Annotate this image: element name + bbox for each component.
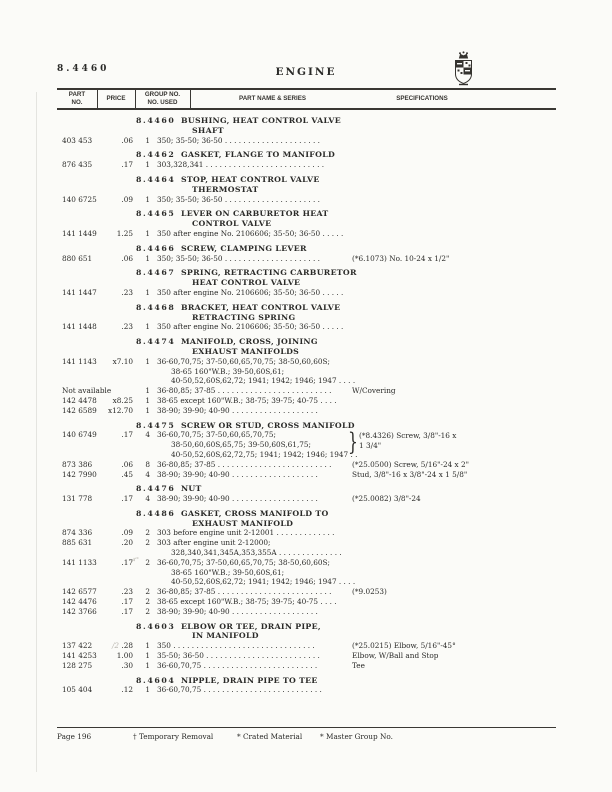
group-number: 8.4466 [136,243,176,253]
series-description: 36-80,85; 37-85 . . . . . . . . . . . . . . . . . . . . . . . . . [157,459,332,469]
part-number: 142 4478 [62,395,97,405]
specification: } (*8.4326) Screw, 3/8"-16 x 1 3/4" [348,428,457,457]
group-number: 8.4467 [136,268,176,278]
column-header-part-line2: NO. [71,98,83,106]
series-description: 350; 35-50; 36-50 . . . . . . . . . . . . . . . . . . . . . [157,253,320,263]
part-row [0,528,612,538]
part-number: 403 453 [62,135,93,145]
part-name-heading-cont: THERMOSTAT [192,184,259,194]
part-name-heading: ELBOW OR TEE, DRAIN PIPE, [181,621,321,631]
column-divider [135,88,136,108]
part-name-heading-cont: RETRACTING SPRING [192,312,296,322]
price: .17 [121,160,133,170]
parts-section [0,484,612,504]
price: .17 [121,430,133,440]
legend-master-group: * Master Group No. [320,732,393,741]
quantity-used: 1 [145,287,150,297]
part-name-heading: BUSHING, HEAT CONTROL VALVE [181,116,341,125]
price: .17 [121,597,133,607]
series-description: 350; 35-50; 36-50 . . . . . . . . . . . . . . . . . . . . . [157,135,320,145]
series-description: 303 after engine unit 2-12000; 328,340,341,345A,353,355A . . . . . . . . . . . . . . [157,538,342,558]
part-name-heading-cont: HEAT CONTROL VALVE [192,278,301,288]
parts-section [0,209,612,238]
legend-temporary-removal: † Temporary Removal [133,732,214,741]
series-description: 36-60,70,75; 37-50,60,65,70,75; 38-50,60,60S,65,75; 39-50,60S,61,75; 40-50,52,60S,62,72,75; 1941; 1942; 1946; 1947 . . [157,430,358,459]
section-heading [0,268,612,278]
parts-section [0,303,612,332]
group-number: 8.4476 [136,484,176,494]
quantity-used: 1 [145,405,150,415]
part-number: 137 422 [62,641,93,651]
quantity-used: 1 [145,395,150,405]
footer-rule [57,727,556,728]
section-heading [0,676,612,686]
price: .09 [121,194,133,204]
pencil-note: /2 [111,641,122,651]
parts-section [0,622,612,671]
price: .20 [121,538,133,548]
series-description: 36-60,70,75; 37-50,60,65,70,75; 38-50,60,60S; 38-65 160"W.B.; 39-50,60S,61; 40-50,52,60S,62,72; 1941; 1942; 1946; 1947 . . . . [157,356,356,386]
price: x8.25 [112,395,133,405]
part-row [0,229,612,239]
column-header-group-line1: GROUP NO. [144,91,181,98]
quantity-used: 1 [145,356,150,366]
column-divider [190,88,191,108]
price: .23 [121,322,133,332]
section-heading [0,303,612,313]
price: .23 [121,587,133,597]
quantity-used: 1 [145,651,150,661]
specification: W/Covering [352,386,396,396]
parts-section [0,676,612,696]
legend-crated-material: * Crated Material [237,732,303,741]
specification: Elbow, W/Ball and Stop [352,651,439,661]
quantity-used: 2 [145,587,150,597]
part-name-heading: BRACKET, HEAT CONTROL VALVE [181,302,341,312]
part-number: 876 435 [62,160,93,170]
section-heading [0,622,612,632]
part-number: 141 4253 [62,651,97,661]
column-header-part-line1: PART [68,91,86,98]
part-row [0,160,612,170]
section-heading [0,175,612,185]
quantity-used: 2 [145,597,150,607]
part-name-heading: NUT [181,484,202,494]
part-row [0,538,612,558]
quantity-used: 2 [145,538,150,548]
part-number: 880 651 [62,253,93,263]
part-name-heading: STOP, HEAT CONTROL VALVE [181,174,320,184]
specification: (*6.1073) No. 10-24 x 1/2" [352,253,450,263]
quantity-used: 1 [145,641,150,651]
series-description: 38-90; 39-90; 40-90 . . . . . . . . . . . . . . . . . . . [157,469,318,479]
quantity-used: 8 [145,459,150,469]
series-description: 303 before engine unit 2-12001 . . . . . . . . . . . . . [157,528,335,538]
group-number: 8.4603 [136,621,176,631]
series-description: 36-80,85; 37-85 . . . . . . . . . . . . . . . . . . . . . . . . . [157,587,332,597]
part-row [0,288,612,298]
column-header-part-name: PART NAME & SERIES [239,95,306,102]
quantity-used: 1 [145,228,150,238]
part-number: 140 6749 [62,430,97,440]
group-number: 8.4468 [136,302,176,312]
parts-section [0,268,612,297]
series-description: 38-90; 39-90; 40-90 . . . . . . . . . . . . . . . . . . . [157,405,318,415]
page-title: ENGINE [275,66,337,78]
quantity-used: 1 [145,194,150,204]
pencil-note: ✗° [131,556,140,564]
section-heading [0,150,612,160]
part-row [0,597,612,607]
part-row [0,322,612,332]
part-name-heading-cont: EXHAUST MANIFOLD [192,518,294,528]
part-row [0,494,612,504]
part-number: 142 6589 [62,405,97,415]
group-number: 8.4475 [136,420,176,430]
quantity-used: 2 [145,528,150,538]
column-divider [97,88,98,108]
part-number: 885 631 [62,538,93,548]
part-name-heading: GASKET, CROSS MANIFOLD TO [181,508,329,518]
part-row [0,607,612,617]
section-heading [0,244,612,254]
part-row [0,430,612,459]
page-number-label: Page 196 [57,732,92,741]
quantity-used: 4 [145,494,150,504]
quantity-used: 2 [145,606,150,616]
specification: (*9.0253) [352,587,387,597]
part-number: 141 1143 [62,356,97,366]
series-description: 350 after engine No. 2106606; 35-50; 36-50 . . . . . [157,228,344,238]
part-number: 142 3766 [62,606,97,616]
brace-mark: } [348,428,358,457]
series-description: 36-80,85; 37-85 . . . . . . . . . . . . . . . . . . . . . . . . . [157,386,332,396]
group-number: 8.4604 [136,675,176,685]
price: .12 [121,685,133,695]
quantity-used: 4 [145,430,150,440]
column-header-price: PRICE [106,95,126,102]
part-row [0,386,612,396]
series-description: 36-60,70,75 . . . . . . . . . . . . . . . . . . . . . . . . . . [157,685,322,695]
quantity-used: 1 [145,386,150,396]
part-number: 131 778 [62,494,93,504]
part-row [0,254,612,264]
price: .09 [121,528,133,538]
series-description: 38-90; 39-90; 40-90 . . . . . . . . . . . . . . . . . . . [157,606,318,616]
part-name-heading: MANIFOLD, CROSS, JOINING [181,337,318,347]
part-row [0,587,612,597]
price: .06 [121,459,133,469]
table-header-bottom-rule [57,108,556,110]
group-number: 8.4486 [136,508,176,518]
quantity-used: 4 [145,469,150,479]
price: .06 [121,253,133,263]
part-name-heading-cont: CONTROL VALVE [192,219,272,229]
series-description: 38-65 except 160"W.B.; 38-75; 39-75; 40-75 . . . . [157,395,337,405]
part-row [0,396,612,406]
part-row [0,460,612,470]
part-row [0,558,612,587]
column-header-part-no [57,91,97,106]
quantity-used: 2 [145,557,150,567]
quantity-used: 1 [145,135,150,145]
parts-section [0,337,612,415]
series-description: 35-50; 36-50 . . . . . . . . . . . . . . . . . . . . . . . . . [157,651,320,661]
specification: (*25.0082) 3/8"-24 [352,494,421,504]
section-heading [0,421,612,431]
series-description: 36-60,70,75; 37-50,60,65,70,75; 38-50,60,60S; 38-65 160"W.B.; 39-50,60S,61; 40-50,52,60S,62,72; 1941; 1942; 1946; 1947 . . . . [157,557,356,587]
price: x12.70 [107,405,133,415]
column-header-group-line2: NO. USED [147,98,178,106]
part-name-heading-cont: SHAFT [192,125,224,135]
part-row [0,685,612,695]
part-number: 141 1447 [62,287,97,297]
price: .17 [121,557,133,567]
series-description: 350 after engine No. 2106606; 35-50; 36-50 . . . . . [157,287,344,297]
parts-section [0,244,612,264]
parts-section [0,509,612,617]
series-description: 350 after engine No. 2106606; 35-50; 36-50 . . . . . [157,322,344,332]
quantity-used: 1 [145,660,150,670]
group-number: 8.4465 [136,209,176,219]
part-name-heading-cont: EXHAUST MANIFOLDS [192,346,300,356]
group-number: 8.4464 [136,174,176,184]
part-row [0,651,612,661]
specification: Stud, 3/8"-16 x 3/8"-24 x 1 5/8" [352,469,468,479]
part-row [0,195,612,205]
parts-table-body [0,116,612,700]
table-top-rule [57,88,556,90]
part-number: 874 336 [62,528,93,538]
parts-section [0,421,612,480]
quantity-used: 1 [145,322,150,332]
part-row [0,357,612,386]
column-header-group [135,91,190,106]
part-number: 105 404 [62,685,93,695]
part-name-heading: NIPPLE, DRAIN PIPE TO TEE [181,675,318,685]
quantity-used: 1 [145,685,150,695]
part-name-heading: LEVER ON CARBURETOR HEAT [181,209,329,219]
group-number: 8.4462 [136,150,176,160]
part-name-heading: GASKET, FLANGE TO MANIFOLD [181,150,336,160]
group-number: 8.4474 [136,337,176,347]
price: 1.00 [116,651,133,661]
parts-section [0,116,612,145]
price: .23 [121,287,133,297]
part-row [0,661,612,671]
section-heading [0,337,612,347]
series-description: 303,328,341 . . . . . . . . . . . . . . . . . . . . . . . . . . [157,160,325,170]
part-number: 140 6725 [62,194,97,204]
series-description: 350; 35-50; 36-50 . . . . . . . . . . . . . . . . . . . . . [157,194,320,204]
series-description: 36-60,70,75 . . . . . . . . . . . . . . . . . . . . . . . . . [157,660,318,670]
parts-section [0,175,612,204]
part-row [0,406,612,416]
part-number: 141 1133 [62,557,97,567]
price: .17 [121,494,133,504]
part-number: 142 4476 [62,597,97,607]
price: 1.25 [116,228,133,238]
part-number: 142 7990 [62,469,97,479]
part-name-heading: SCREW OR STUD, CROSS MANIFOLD [181,420,355,430]
specification: (*25.0500) Screw, 5/16"-24 x 2" [352,459,469,469]
part-name-heading-cont: IN MANIFOLD [192,631,259,641]
part-number: 141 1448 [62,322,97,332]
price: x7.10 [112,356,133,366]
part-number: Not available [62,386,112,396]
part-name-heading: SCREW, CLAMPING LEVER [181,243,307,253]
column-header-specifications: SPECIFICATIONS [396,95,448,102]
section-heading [0,116,612,126]
price: .30 [121,660,133,670]
part-row [0,641,612,651]
series-description: 38-65 except 160"W.B.; 38-75; 39-75; 40-75 . . . . [157,597,337,607]
page-section-number: 8.4460 [57,64,110,74]
part-name-heading: SPRING, RETRACTING CARBURETOR [181,268,357,278]
part-number: 141 1449 [62,228,97,238]
price: .06 [121,135,133,145]
specification: (*25.0215) Elbow, 5/16"-45° [352,641,456,651]
part-number: 128 275 [62,660,93,670]
part-number: 142 6577 [62,587,97,597]
section-heading [0,209,612,219]
group-number: 8.4460 [136,116,176,125]
part-number: 873 386 [62,459,93,469]
price: .17 [121,606,133,616]
series-description: 38-90; 39-90; 40-90 . . . . . . . . . . . . . . . . . . . [157,494,318,504]
price: .45 [121,469,133,479]
quantity-used: 1 [145,160,150,170]
parts-section [0,150,612,170]
specification: Tee [352,660,365,670]
price: /2 .28 [111,641,133,651]
section-heading [0,509,612,519]
series-description: 350 . . . . . . . . . . . . . . . . . . . . . . . . . . . . . . . [157,641,315,651]
part-row [0,470,612,480]
section-heading [0,484,612,494]
quantity-used: 1 [145,253,150,263]
part-row [0,136,612,146]
